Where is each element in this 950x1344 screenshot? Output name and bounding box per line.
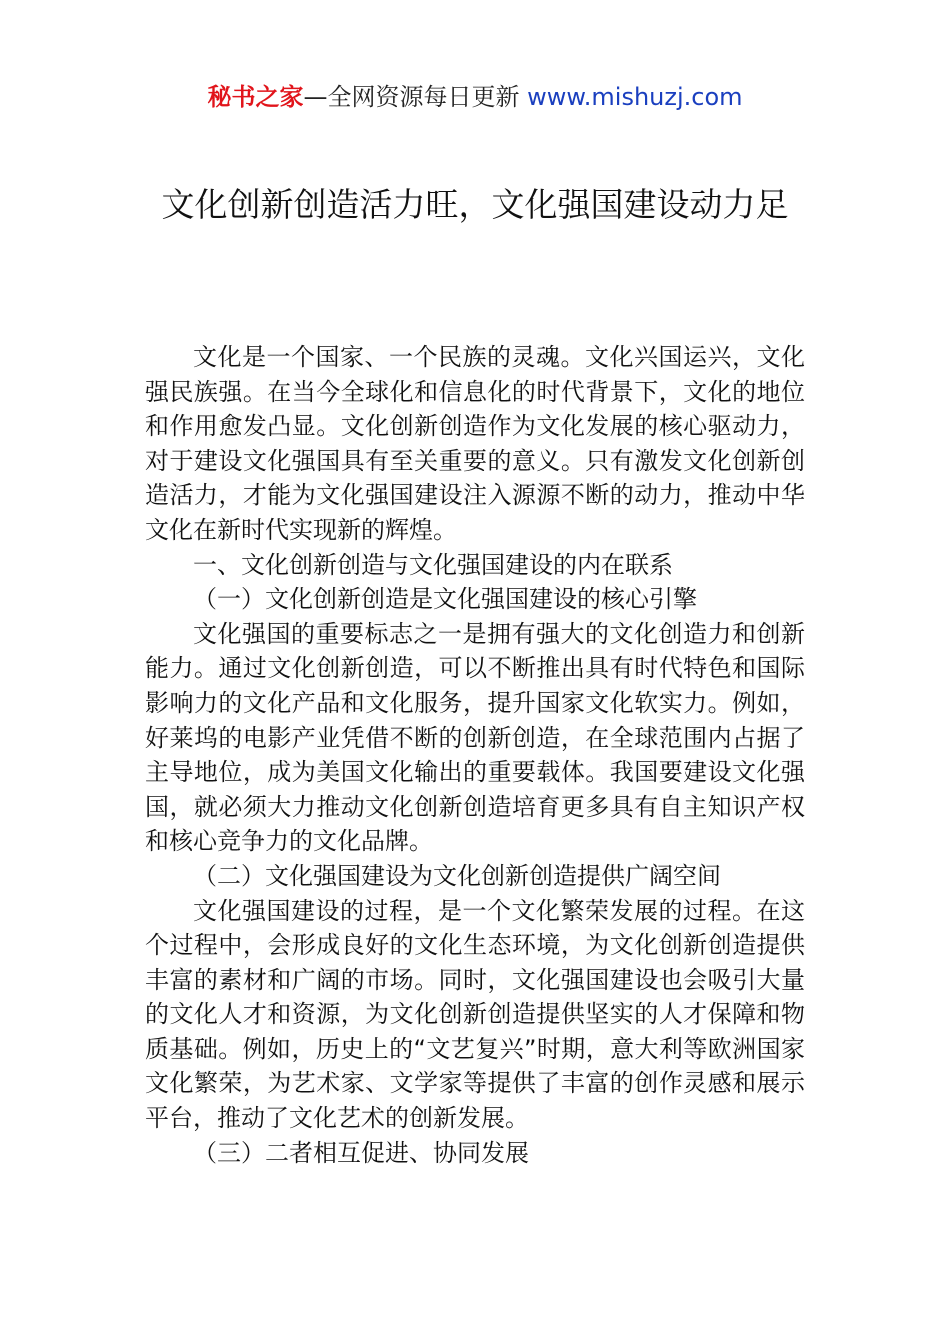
body-paragraph: 文化强国的重要标志之一是拥有强大的文化创造力和创新能力。通过文化创新创造，可以不断推出具有时代特色和国际影响力的文化产品和文化服务，提升国家文化软实力。例如，好莱坞的电影产业凭借不断的创新创造，在全球范围内占据了主导地位，成为美国文化输出的重要载体。我国要建设文化强国，就必须大力推动文化创新创造培育更多具有自主知识产权和核心竞争力的文化品牌。 bbox=[145, 619, 805, 856]
body-paragraph: 文化是一个国家、一个民族的灵魂。文化兴国运兴，文化强民族强。在当今全球化和信息化的时代背景下，文化的地位和作用愈发凸显。文化创新创造作为文化发展的核心驱动力，对于建设文化强国具有至关重要的意义。只有激发文化创新创造活力，才能为文化强国建设注入源源不断的动力，推动中华文化在新时代实现新的辉煌。 bbox=[145, 343, 805, 544]
document-body bbox=[145, 340, 805, 1170]
brand-name: 秘书之家 bbox=[207, 83, 304, 111]
body-paragraph: 文化强国建设的过程，是一个文化繁荣发展的过程。在这个过程中，会形成良好的文化生态环境，为文化创新创造提供丰富的素材和广阔的市场。同时，文化强国建设也会吸引大量的文化人才和资源，为文化创新创造提供坚实的人才保障和物质基础。例如，历史上的“文艺复兴”时期，意大利等欧洲国家文化繁荣，为艺术家、文学家等提供了丰富的创作灵感和展示平台，推动了文化艺术的创新发展。 bbox=[145, 896, 805, 1133]
document-title: 文化创新创造活力旺，文化强国建设动力足 bbox=[161, 185, 789, 224]
subsection-heading: （一）文化创新创造是文化强国建设的核心引擎 bbox=[193, 585, 697, 614]
subsection-heading: （二）文化强国建设为文化创新创造提供广阔空间 bbox=[193, 861, 721, 890]
site-url-link[interactable]: www.mishuzj.com bbox=[527, 83, 743, 111]
subsection-heading: （三）二者相互促进、协同发展 bbox=[193, 1138, 529, 1167]
site-header bbox=[0, 80, 950, 114]
section-heading: 一、文化创新创造与文化强国建设的内在联系 bbox=[193, 550, 673, 579]
header-tagline: —全网资源每日更新 bbox=[303, 83, 528, 111]
